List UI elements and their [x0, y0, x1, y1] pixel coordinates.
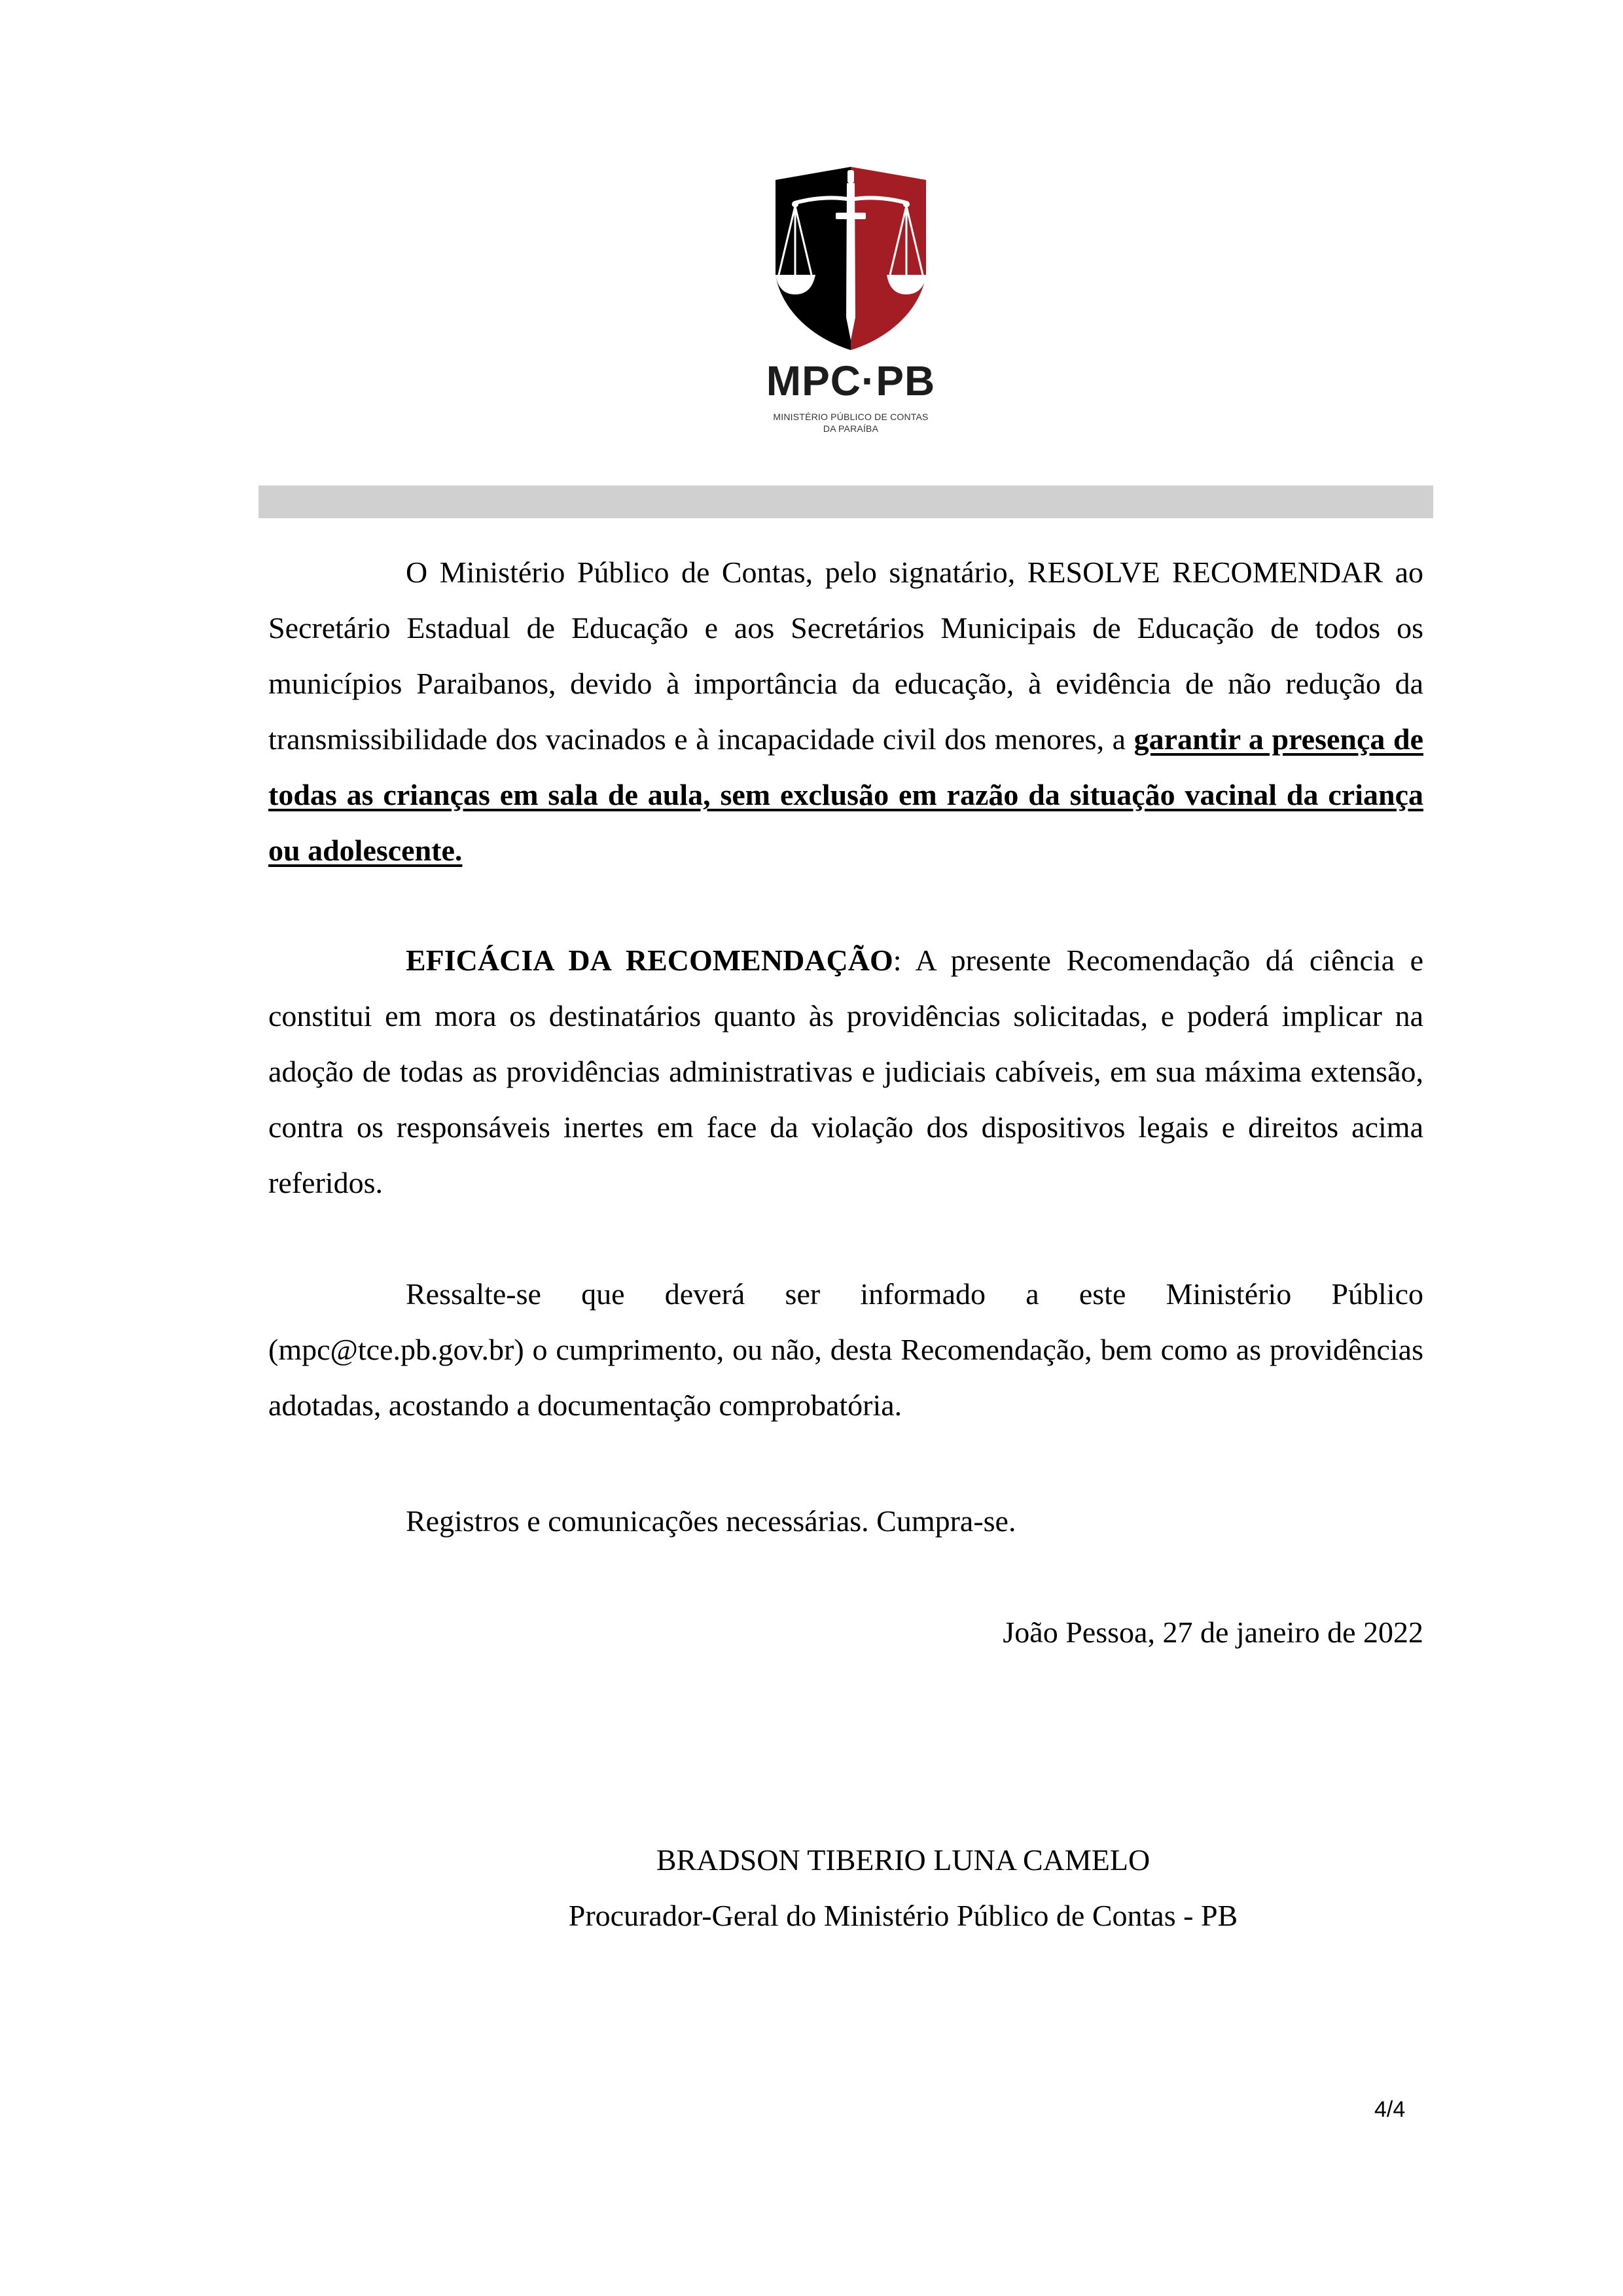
logo-subtitle-line2: DA PARAÍBA: [823, 423, 879, 434]
header-divider-bar: [259, 486, 1433, 518]
logo-title: MPC·PB: [766, 357, 936, 404]
paragraph-notification: [268, 1266, 1423, 1433]
efficacy-heading: EFICÁCIA DA RECOMENDAÇÃO: [406, 944, 893, 977]
paragraph-text: O Ministério Público de Contas, pelo signatário, RESOLVE RECOMENDAR ao Secretário Estadual de Educação e aos Secretários Municipais de Educação de todos os municípios Paraibanos, devido à importância da educação, à evidência de não redução da transmissibilidade dos vacinados e à incapacidade civil dos menores, a: [268, 556, 1423, 756]
signatory-name: BRADSON TIBERIO LUNA CAMELO: [656, 1843, 1150, 1877]
logo-subtitle-line1: MINISTÉRIO PÚBLICO DE CONTAS: [773, 412, 929, 422]
page-number: 4/4: [1374, 2097, 1406, 2122]
signatory-role: Procurador-Geral do Ministério Público de Contas - PB: [568, 1899, 1238, 1932]
mpc-pb-logo: [753, 164, 949, 438]
paragraph-efficacy: [268, 932, 1423, 1210]
paragraph-text: Registros e comunicações necessárias. Cumpra-se.: [406, 1504, 1016, 1538]
paragraph-text: Ressalte-se que deverá ser informado a este Ministério Público (mpc@tce.pb.gov.br) o cumprimento, ou não, desta Recomendação, bem como as providências adotadas, acostando a documentação comprobatória.: [268, 1277, 1423, 1422]
paragraph-closing: [268, 1493, 1423, 1549]
emphasized-recommendation: garantir a presença de todas as crianças em sala de aula, sem exclusão em razão da situação vacinal da criança ou adolescente.: [268, 722, 1423, 867]
shield-scales-sword-icon: [772, 164, 929, 353]
paragraph-recommendation: [268, 544, 1423, 878]
dateline: João Pessoa, 27 de janeiro de 2022: [1003, 1616, 1423, 1649]
paragraph-text: : A presente Recomendação dá ciência e constitui em mora os destinatários quanto às providências solicitadas, e poderá implicar na adoção de todas as providências administrativas e judiciais cabíveis, em sua máxima extensão, contra os responsáveis inertes em face da violação dos dispositivos legais e direitos acima referidos.: [268, 944, 1423, 1199]
